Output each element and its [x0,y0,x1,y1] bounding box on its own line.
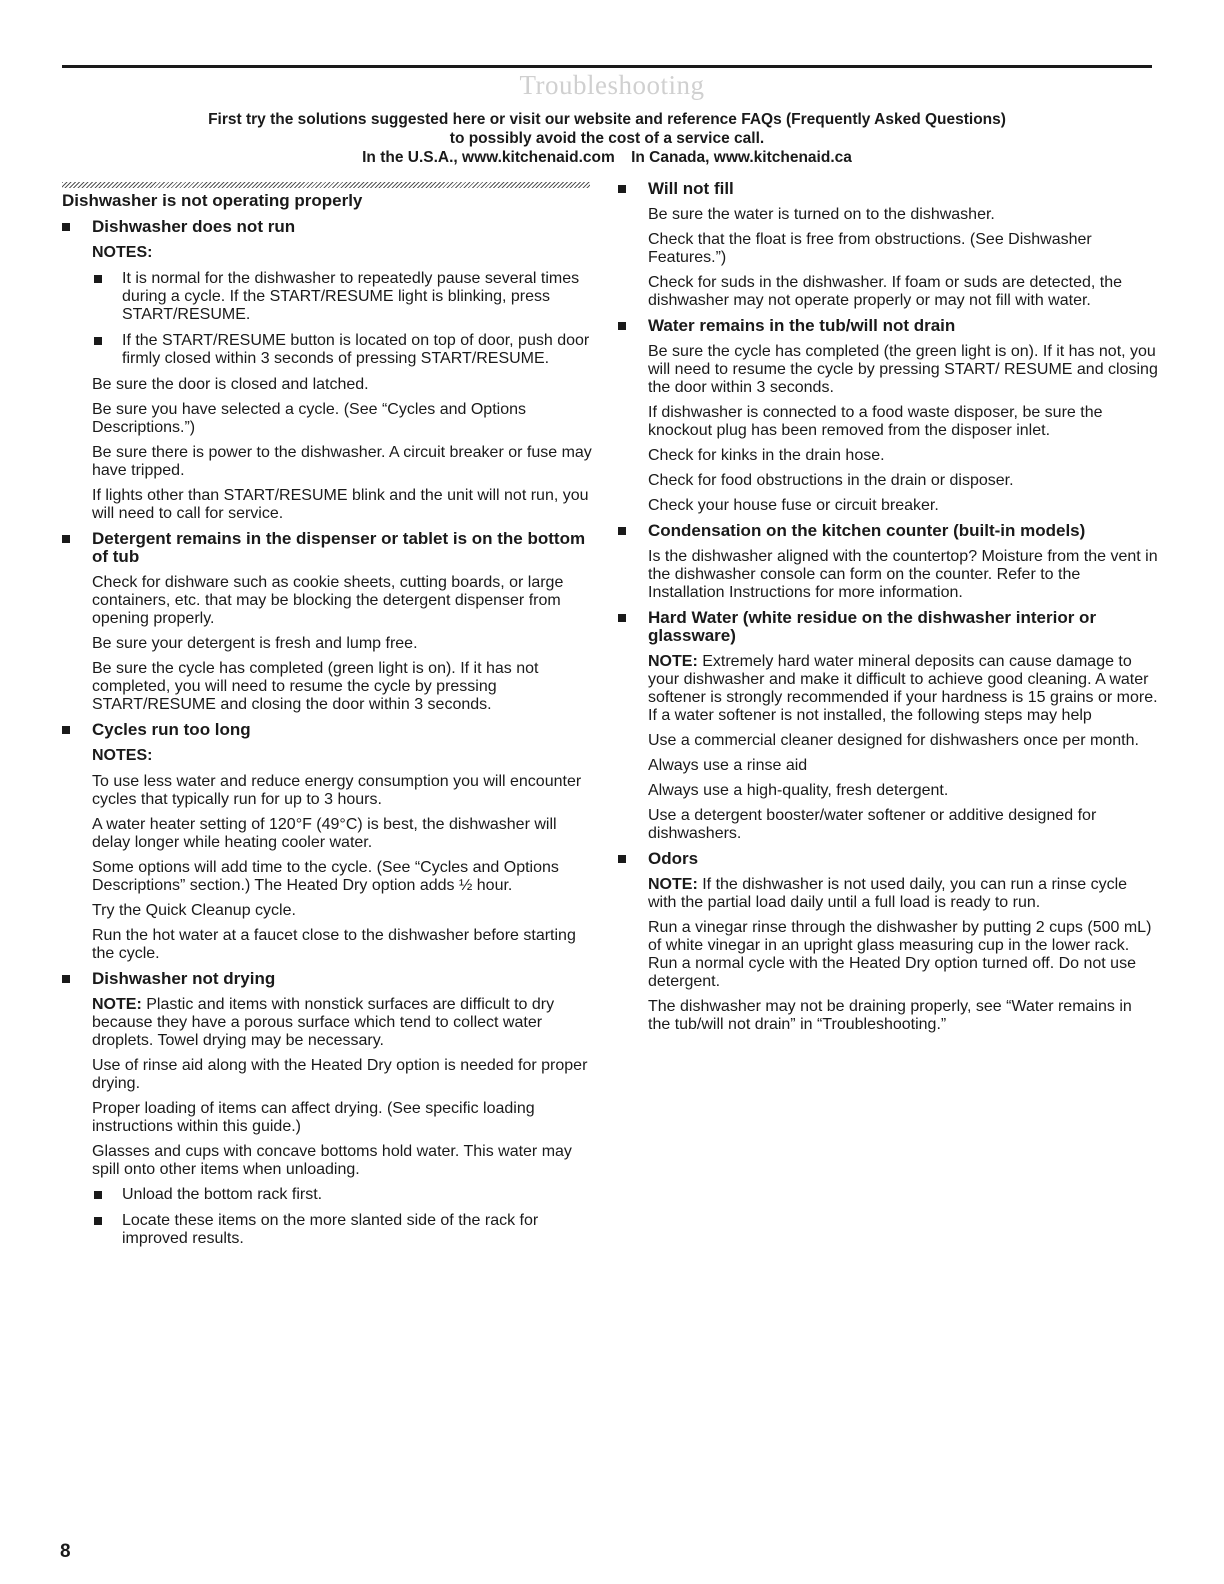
square-bullet-icon [62,535,70,543]
usa-website-link[interactable]: In the U.S.A., www.kitchenaid.com [362,149,615,166]
issue-heading [618,850,1158,868]
paragraph: Proper loading of items can affect drying. (See specific loading instructions within this guide.) [92,1100,535,1135]
paragraph: Glasses and cups with concave bottoms hold water. This water may spill onto other items when unloading. [92,1143,572,1178]
issue-heading [62,218,592,236]
issue-body [618,548,1158,602]
note-paragraph [648,653,1158,725]
issue-heading [618,609,1158,645]
paragraph: Use a commercial cleaner designed for dishwashers once per month. [648,732,1139,749]
paragraph: Try the Quick Cleanup cycle. [92,902,296,919]
note-text: It is normal for the dishwasher to repeatedly pause several times during a cycle. If the START/RESUME light is blinking, press START/RESUME. [122,270,580,323]
tip-text: Locate these items on the more slanted side of the rack for improved results. [122,1212,539,1247]
issue-title: Cycles run too long [92,720,251,739]
paragraph: Run a vinegar rinse through the dishwasher by putting 2 cups (500 mL) of white vinegar in an upright glass measuring cup in the lower rack. Run a normal cycle with the Heated Dry option turned off. Do not use detergent. [648,919,1152,990]
paragraph: Check your house fuse or circuit breaker. [648,497,939,514]
issue-body [62,376,592,523]
issue-title: Detergent remains in the dispenser or tablet is on the bottom of tub [92,529,586,566]
square-bullet-icon [62,726,70,734]
canada-website-link[interactable]: In Canada, www.kitchenaid.ca [631,149,852,166]
note-text: Extremely hard water mineral deposits can cause damage to your dishwasher and make it difficult to achieve good cleaning. A water softener is strongly recommended if your hardness is 15 grains or more. If a water softener is not installed, the following steps may help [648,653,1158,724]
issue-heading [618,180,1158,198]
square-bullet-icon [94,1191,102,1199]
issue-body [618,206,1158,310]
issue-title: Dishwasher not drying [92,969,276,988]
square-bullet-icon [94,275,102,283]
issue-title: Will not fill [648,179,734,198]
website-links [62,148,1152,167]
note-text: If the dishwasher is not used daily, you can run a rinse cycle with the partial load daily until a full load is ready to run. [648,876,1128,911]
issue-body [62,996,592,1179]
intro-block [62,110,1152,167]
paragraph: Be sure you have selected a cycle. (See “Cycles and Options Descriptions.”) [92,401,526,436]
right-column [618,180,1158,1041]
paragraph: Check for kinks in the drain hose. [648,447,885,464]
issue-title: Condensation on the kitchen counter (built-in models) [648,521,1086,540]
tip-item [62,1186,592,1204]
issue-heading [618,317,1158,335]
square-bullet-icon [62,975,70,983]
issue-body [618,876,1158,1034]
square-bullet-icon [618,322,626,330]
paragraph: Always use a rinse aid [648,757,808,774]
square-bullet-icon [94,1217,102,1225]
intro-line-2: to possibly avoid the cost of a service call. [449,130,765,147]
paragraph: The dishwasher may not be draining properly, see “Water remains in the tub/will not drain” in “Troubleshooting.” [648,998,1132,1033]
issue-body [618,343,1158,515]
top-rule [62,65,1152,68]
tip-text: Unload the bottom rack first. [122,1186,323,1203]
note-paragraph [648,876,1158,912]
square-bullet-icon [618,855,626,863]
issue-body [618,653,1158,843]
paragraph: Check for dishware such as cookie sheets, cutting boards, or large containers, etc. that may be blocking the detergent dispenser from opening properly. [92,574,564,627]
tip-item [62,1212,592,1248]
paragraph: Be sure the water is turned on to the dishwasher. [648,206,995,223]
intro-line-1: First try the solutions suggested here or visit our website and reference FAQs (Frequently Asked Questions) [208,111,1006,128]
paragraph: If dishwasher is connected to a food waste disposer, be sure the knockout plug has been removed from the disposer inlet. [648,404,1103,439]
note-label: NOTE: [648,876,698,893]
paragraph: Always use a high-quality, fresh detergent. [648,782,949,799]
left-column [62,182,592,1256]
issue-title: Dishwasher does not run [92,217,296,236]
issue-title: Odors [648,849,699,868]
page-number: 8 [60,1541,71,1562]
note-paragraph [92,996,592,1050]
issue-heading [618,522,1158,540]
paragraph: Be sure the cycle has completed (green light is on). If it has not completed, you will need to resume the cycle by pressing START/RESUME and closing the door within 3 seconds. [92,660,539,713]
paragraph: Be sure your detergent is fresh and lump free. [92,635,418,652]
paragraph: Some options will add time to the cycle. (See “Cycles and Options Descriptions” section.) The Heated Dry option adds ½ hour. [92,859,559,894]
paragraph: A water heater setting of 120°F (49°C) is best, the dishwasher will delay longer while heating cooler water. [92,816,557,851]
paragraph: Be sure the cycle has completed (the green light is on). If it has not, you will need to resume the cycle by pressing START/ RESUME and closing the door within 3 seconds. [648,343,1158,396]
paragraph: If lights other than START/RESUME blink and the unit will not run, you will need to call for service. [92,487,589,522]
square-bullet-icon [618,614,626,622]
note-label: NOTE: [92,996,142,1013]
paragraph: Use a detergent booster/water softener or additive designed for dishwashers. [648,807,1097,842]
issue-heading [62,721,592,739]
paragraph: To use less water and reduce energy consumption you will encounter cycles that typically run for up to 3 hours. [92,773,582,808]
paragraph: Check for food obstructions in the drain or disposer. [648,472,1014,489]
section-heading: Dishwasher is not operating properly [62,191,363,210]
note-text: Plastic and items with nonstick surfaces are difficult to dry because they have a porous surface which tend to collect water droplets. Towel drying may be necessary. [92,996,555,1049]
page-title: Troubleshooting [519,70,705,100]
paragraph: Be sure the door is closed and latched. [92,376,369,393]
square-bullet-icon [94,337,102,345]
notes-label: NOTES: [92,747,153,764]
note-item [62,270,592,324]
paragraph: Be sure there is power to the dishwasher. A circuit breaker or fuse may have tripped. [92,444,592,479]
paragraph: Is the dishwasher aligned with the countertop? Moisture from the vent in the dishwasher console can form on the counter. Refer to the Installation Instructions for more information. [648,548,1158,601]
paragraph: Check that the float is free from obstructions. (See Dishwasher Features.”) [648,231,1092,266]
paragraph: Use of rinse aid along with the Heated Dry option is needed for proper drying. [92,1057,588,1092]
issue-heading [62,970,592,988]
issue-body [62,574,592,714]
issue-heading [62,530,592,566]
paragraph: Run the hot water at a faucet close to the dishwasher before starting the cycle. [92,927,576,962]
issue-title: Water remains in the tub/will not drain [648,316,956,335]
issue-title: Hard Water (white residue on the dishwasher interior or glassware) [648,608,1097,645]
note-item [62,332,592,368]
square-bullet-icon [618,527,626,535]
section-hatch-divider [62,182,590,188]
square-bullet-icon [62,223,70,231]
square-bullet-icon [618,185,626,193]
issue-body [62,773,592,963]
note-text: If the START/RESUME button is located on top of door, push door firmly closed within 3 seconds of pressing START/RESUME. [122,332,590,367]
paragraph: Check for suds in the dishwasher. If foam or suds are detected, the dishwasher may not operate properly or may not fill with water. [648,274,1123,309]
note-label: NOTE: [648,653,698,670]
notes-label: NOTES: [92,244,153,261]
